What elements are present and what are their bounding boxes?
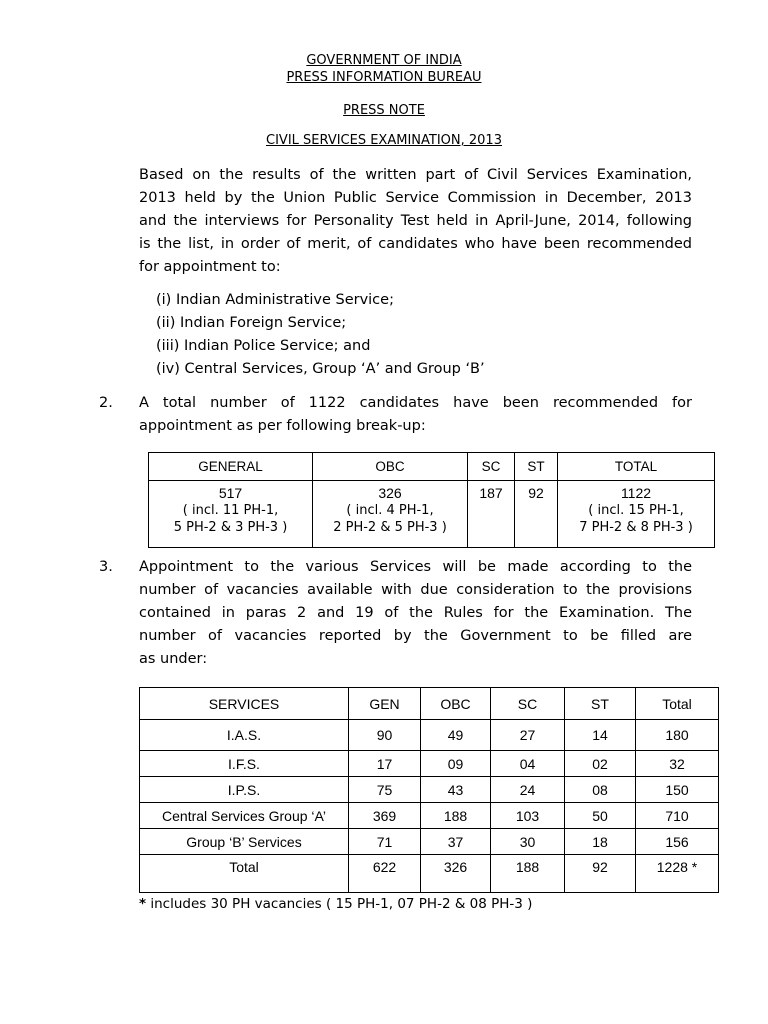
obc-cell: 326 xyxy=(421,855,491,893)
list-item: (iv) Central Services, Group ‘A’ and Group ‘B’ xyxy=(156,361,485,377)
header-services: SERVICES xyxy=(140,688,349,720)
total-cell: 180 xyxy=(636,720,719,751)
header-gen: GEN xyxy=(349,688,421,720)
header-sc: SC xyxy=(491,688,565,720)
cell-total xyxy=(558,481,715,548)
table-row xyxy=(140,829,719,855)
para3-number: 3. xyxy=(99,559,113,575)
intro-line: is the list, in order of merit, of candidates who have been recommended xyxy=(139,236,692,252)
heading-exam-title: CIVIL SERVICES EXAMINATION, 2013 xyxy=(266,133,502,148)
footnote xyxy=(139,896,532,912)
total-cell: 156 xyxy=(636,829,719,855)
heading-press-note: PRESS NOTE xyxy=(343,103,425,118)
list-item: (iii) Indian Police Service; and xyxy=(156,338,371,354)
table-row-total xyxy=(140,855,719,893)
service-name: I.P.S. xyxy=(140,777,349,803)
para2-text xyxy=(139,392,692,438)
services-list xyxy=(156,289,485,381)
st-value: 92 xyxy=(528,485,544,501)
header-total: TOTAL xyxy=(558,453,715,481)
obc-cell: 49 xyxy=(421,720,491,751)
st-cell: 92 xyxy=(565,855,636,893)
table-row xyxy=(140,777,719,803)
footnote-text: includes 30 PH vacancies ( 15 PH-1, 07 PH-2 & 08 PH-3 ) xyxy=(146,896,533,912)
sc-cell: 04 xyxy=(491,751,565,777)
service-name: Group ‘B’ Services xyxy=(140,829,349,855)
cell-st xyxy=(515,481,558,548)
sc-cell: 24 xyxy=(491,777,565,803)
sc-cell: 30 xyxy=(491,829,565,855)
intro-line: 2013 held by the Union Public Service Commission in December, 2013 xyxy=(139,190,692,206)
header-total: Total xyxy=(636,688,719,720)
para3-text xyxy=(139,556,692,671)
obc-cell: 37 xyxy=(421,829,491,855)
total-note: ( incl. 15 PH-1, xyxy=(588,503,684,518)
gen-cell: 75 xyxy=(349,777,421,803)
para3-line: Appointment to the various Services will be made according to the xyxy=(139,559,692,575)
gen-cell: 622 xyxy=(349,855,421,893)
para3-line: as under: xyxy=(139,651,208,667)
table-row xyxy=(140,720,719,751)
total-note: 7 PH-2 & 8 PH-3 ) xyxy=(579,520,693,535)
sc-cell: 27 xyxy=(491,720,565,751)
para2-number: 2. xyxy=(99,395,113,411)
obc-cell: 188 xyxy=(421,803,491,829)
service-name: Total xyxy=(140,855,349,893)
header-general: GENERAL xyxy=(149,453,313,481)
heading-bureau: PRESS INFORMATION BUREAU xyxy=(286,70,482,85)
gen-cell: 369 xyxy=(349,803,421,829)
list-item: (ii) Indian Foreign Service; xyxy=(156,315,347,331)
para3-line: number of vacancies available with due consideration to the provisions xyxy=(139,582,692,598)
st-cell: 08 xyxy=(565,777,636,803)
header-st: ST xyxy=(565,688,636,720)
st-cell: 18 xyxy=(565,829,636,855)
st-cell: 50 xyxy=(565,803,636,829)
header-sc: SC xyxy=(468,453,515,481)
obc-cell: 43 xyxy=(421,777,491,803)
service-name: Central Services Group ‘A’ xyxy=(140,803,349,829)
table-row xyxy=(140,803,719,829)
header-st: ST xyxy=(515,453,558,481)
st-cell: 14 xyxy=(565,720,636,751)
list-item: (i) Indian Administrative Service; xyxy=(156,292,394,308)
header-obc: OBC xyxy=(421,688,491,720)
obc-note: 2 PH-2 & 5 PH-3 ) xyxy=(333,520,447,535)
cell-sc xyxy=(468,481,515,548)
total-value: 1122 xyxy=(620,485,652,501)
para2-line: appointment as per following break-up: xyxy=(139,418,426,434)
footnote-star: * xyxy=(139,896,147,912)
service-name: I.F.S. xyxy=(140,751,349,777)
intro-line: for appointment to: xyxy=(139,259,281,275)
para3-line: number of vacancies reported by the Government to be filled are xyxy=(139,628,692,644)
obc-cell: 09 xyxy=(421,751,491,777)
sc-cell: 103 xyxy=(491,803,565,829)
total-cell: 150 xyxy=(636,777,719,803)
general-note: ( incl. 11 PH-1, xyxy=(182,503,279,518)
total-cell: 710 xyxy=(636,803,719,829)
vacancy-table xyxy=(139,687,719,893)
gen-cell: 90 xyxy=(349,720,421,751)
intro-line: Based on the results of the written part of Civil Services Examination, xyxy=(139,167,692,183)
header-obc: OBC xyxy=(313,453,468,481)
para2-line: A total number of 1122 candidates have been recommended for xyxy=(139,395,692,411)
sc-value: 187 xyxy=(479,485,503,501)
cell-obc xyxy=(313,481,468,548)
st-cell: 02 xyxy=(565,751,636,777)
gen-cell: 71 xyxy=(349,829,421,855)
intro-paragraph xyxy=(139,164,692,279)
intro-line: and the interviews for Personality Test held in April-June, 2014, following xyxy=(139,213,692,229)
total-cell: 32 xyxy=(636,751,719,777)
breakup-table xyxy=(148,452,715,548)
service-name: I.A.S. xyxy=(140,720,349,751)
obc-note: ( incl. 4 PH-1, xyxy=(346,503,434,518)
para3-line: contained in paras 2 and 19 of the Rules for the Examination. The xyxy=(139,605,692,621)
total-cell: 1228 * xyxy=(636,855,719,893)
cell-general xyxy=(149,481,313,548)
gen-cell: 17 xyxy=(349,751,421,777)
sc-cell: 188 xyxy=(491,855,565,893)
obc-value: 326 xyxy=(378,485,402,501)
table-row xyxy=(140,751,719,777)
heading-government: GOVERNMENT OF INDIA xyxy=(306,53,462,68)
general-note: 5 PH-2 & 3 PH-3 ) xyxy=(173,520,288,535)
general-value: 517 xyxy=(218,485,243,501)
